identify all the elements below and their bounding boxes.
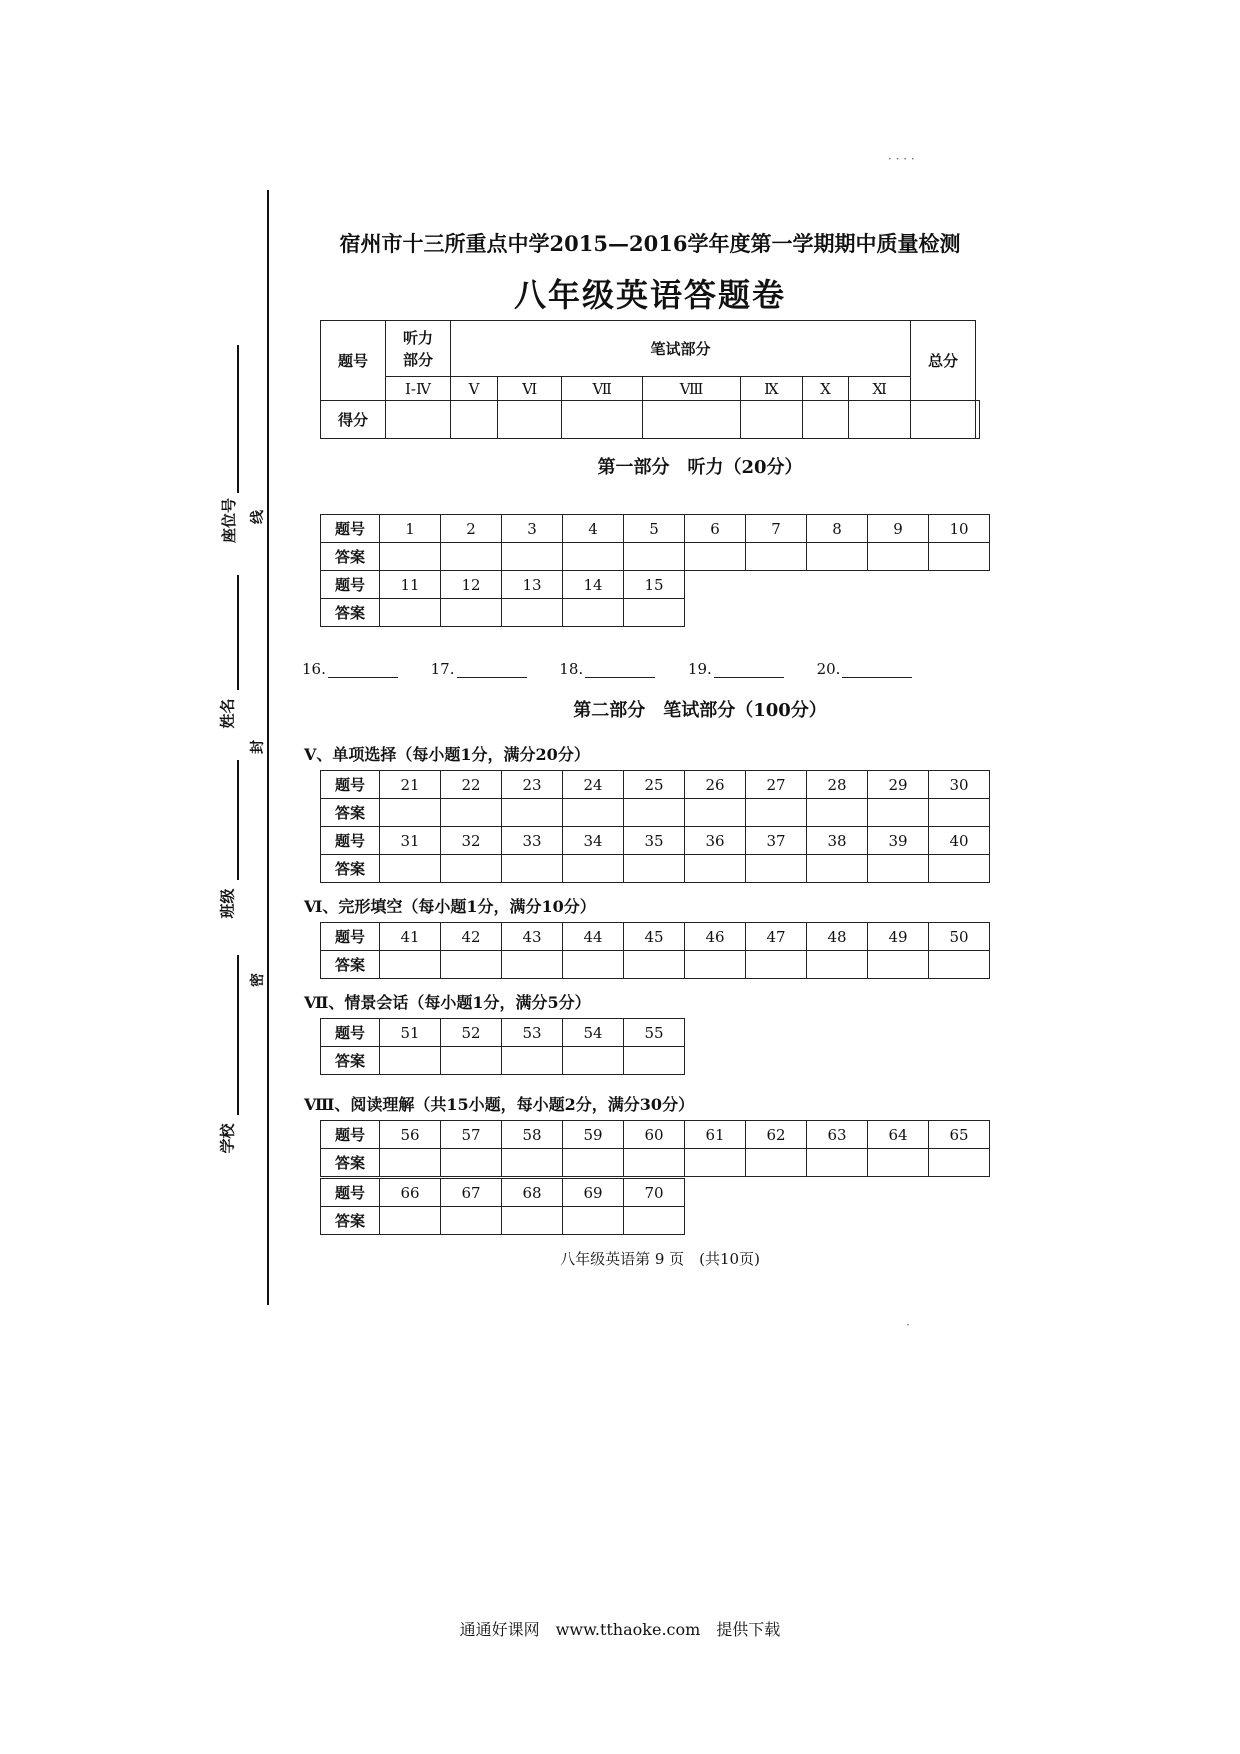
question-number: 48: [807, 923, 868, 951]
row-label-tihao: 题号: [321, 1179, 380, 1207]
row-label-daan: 答案: [321, 855, 380, 883]
answer-cell[interactable]: [441, 1149, 502, 1177]
answer-cell[interactable]: [746, 951, 807, 979]
answer-cell[interactable]: [624, 599, 685, 627]
seat-label: 座位号: [220, 497, 239, 544]
question-number: 37: [746, 827, 807, 855]
score-cell: [910, 401, 975, 439]
row-label-tihao: 题号: [321, 827, 380, 855]
score-written: 笔试部分: [451, 321, 911, 377]
name-underline: [237, 575, 239, 690]
listening-bottom: 部分: [402, 350, 433, 369]
answer-cell[interactable]: [502, 855, 563, 883]
question-number: 34: [563, 827, 624, 855]
answer-grid: [320, 1178, 685, 1235]
sec5-title: Ⅴ、单项选择（每小题1分，满分20分）: [304, 745, 590, 764]
binding-line: [267, 190, 269, 1305]
question-number: 30: [929, 771, 990, 799]
answer-cell[interactable]: [746, 1149, 807, 1177]
answer-cell[interactable]: [380, 1047, 441, 1075]
fill-label: 16.: [302, 660, 326, 678]
answer-cell[interactable]: [380, 1207, 441, 1235]
question-number: 11: [380, 571, 441, 599]
answer-cell[interactable]: [380, 799, 441, 827]
school-exam-line: 宿州市十三所重点中学2015—2016学年度第一学期期中质量检测: [339, 231, 961, 256]
part-col: Ⅹ: [802, 377, 848, 401]
seal-feng: 封: [250, 740, 266, 754]
question-number: 46: [685, 923, 746, 951]
question-number: 2: [441, 515, 502, 543]
question-number: 54: [563, 1019, 624, 1047]
question-number: 63: [807, 1121, 868, 1149]
fill-in-16: [302, 660, 398, 678]
question-number: 33: [502, 827, 563, 855]
part2-heading: 第二部分 笔试部分（100分）: [573, 700, 827, 721]
school-label: 学校: [218, 1123, 237, 1154]
seal-mi: 密: [250, 973, 266, 987]
answer-cell[interactable]: [441, 543, 502, 571]
row-label-daan: 答案: [321, 1207, 380, 1235]
answer-blank[interactable]: [585, 663, 655, 678]
row-label-daan: 答案: [321, 1149, 380, 1177]
answer-cell[interactable]: [624, 799, 685, 827]
answer-cell[interactable]: [380, 543, 441, 571]
score-cell: [849, 401, 911, 439]
part-col: Ⅰ-Ⅳ: [386, 377, 451, 401]
question-number: 56: [380, 1121, 441, 1149]
question-number: 7: [746, 515, 807, 543]
question-number: 27: [746, 771, 807, 799]
answer-cell[interactable]: [502, 1047, 563, 1075]
answer-cell[interactable]: [868, 951, 929, 979]
question-number: 35: [624, 827, 685, 855]
fill-label: 17.: [430, 660, 455, 678]
score-cell: [643, 401, 741, 439]
seal-xian: 线: [250, 510, 266, 524]
question-number: 52: [441, 1019, 502, 1047]
part-col: Ⅴ: [451, 377, 498, 401]
answer-cell[interactable]: [624, 1149, 685, 1177]
score-defen: 得分: [321, 401, 386, 439]
seat-underline: [237, 345, 239, 493]
question-number: 12: [441, 571, 502, 599]
part-col: Ⅸ: [741, 377, 803, 401]
sec8-title: Ⅷ、阅读理解（共15小题，每小题2分，满分30分）: [304, 1095, 695, 1114]
answer-cell[interactable]: [685, 1149, 746, 1177]
answer-grid: [320, 770, 990, 827]
name-label: 姓名: [218, 698, 237, 729]
question-number: 4: [563, 515, 624, 543]
answer-cell[interactable]: [380, 1149, 441, 1177]
answer-cell[interactable]: [563, 1207, 624, 1235]
question-number: 6: [685, 515, 746, 543]
scan-dot: ·: [906, 1318, 910, 1332]
question-number: 42: [441, 923, 502, 951]
class-underline: [237, 760, 239, 880]
question-number: 55: [624, 1019, 685, 1047]
question-number: 69: [563, 1179, 624, 1207]
question-number: 66: [380, 1179, 441, 1207]
question-number: 57: [441, 1121, 502, 1149]
class-label: 班级: [218, 888, 237, 919]
fill-label: 19.: [687, 660, 712, 678]
row-label-daan: 答案: [321, 951, 380, 979]
answer-cell[interactable]: [624, 1047, 685, 1075]
question-number: 13: [502, 571, 563, 599]
answer-cell[interactable]: [441, 1207, 502, 1235]
question-number: 50: [929, 923, 990, 951]
answer-blank[interactable]: [457, 663, 527, 678]
question-number: 5: [624, 515, 685, 543]
row-label-daan: 答案: [321, 599, 380, 627]
fill-in-18: [559, 660, 655, 678]
question-number: 38: [807, 827, 868, 855]
answer-cell[interactable]: [502, 1149, 563, 1177]
answer-grid: [320, 1018, 685, 1075]
answer-grid: [320, 1120, 990, 1177]
answer-cell[interactable]: [624, 855, 685, 883]
question-number: 41: [380, 923, 441, 951]
answer-cell[interactable]: [441, 799, 502, 827]
answer-cell[interactable]: [441, 855, 502, 883]
answer-cell[interactable]: [563, 1149, 624, 1177]
question-number: 65: [929, 1121, 990, 1149]
question-number: 21: [380, 771, 441, 799]
answer-cell[interactable]: [929, 543, 990, 571]
school-underline: [237, 955, 239, 1115]
answer-cell[interactable]: [868, 855, 929, 883]
answer-cell[interactable]: [502, 799, 563, 827]
score-cell: [802, 401, 848, 439]
score-listening: [386, 321, 451, 377]
question-number: 9: [868, 515, 929, 543]
fill-in-17: [431, 660, 527, 678]
answer-cell[interactable]: [929, 855, 990, 883]
sec7-title: Ⅶ、情景会话（每小题1分，满分5分）: [304, 993, 591, 1012]
question-number: 43: [502, 923, 563, 951]
answer-cell[interactable]: [563, 855, 624, 883]
question-number: 15: [624, 571, 685, 599]
answer-cell[interactable]: [563, 1047, 624, 1075]
answer-cell[interactable]: [868, 1149, 929, 1177]
answer-grid: [320, 514, 990, 571]
question-number: 23: [502, 771, 563, 799]
answer-cell[interactable]: [746, 799, 807, 827]
answer-blank[interactable]: [328, 663, 398, 678]
answer-cell[interactable]: [502, 951, 563, 979]
question-number: 60: [624, 1121, 685, 1149]
question-number: 25: [624, 771, 685, 799]
part1-heading: 第一部分 听力（20分）: [597, 457, 803, 478]
question-number: 8: [807, 515, 868, 543]
answer-cell[interactable]: [502, 599, 563, 627]
question-number: 49: [868, 923, 929, 951]
listening-top: 听力: [402, 328, 433, 347]
scan-marks: · · · ·: [888, 152, 915, 166]
answer-cell[interactable]: [807, 799, 868, 827]
row-label-tihao: 题号: [321, 1121, 380, 1149]
question-number: 45: [624, 923, 685, 951]
fill-label: 18.: [559, 660, 584, 678]
question-number: 40: [929, 827, 990, 855]
answer-cell[interactable]: [929, 951, 990, 979]
answer-blank[interactable]: [714, 663, 784, 678]
question-number: 14: [563, 571, 624, 599]
part-col: Ⅶ: [562, 377, 643, 401]
question-number: 67: [441, 1179, 502, 1207]
row-label-tihao: 题号: [321, 771, 380, 799]
question-number: 24: [563, 771, 624, 799]
row-label-tihao: 题号: [321, 571, 380, 599]
question-number: 28: [807, 771, 868, 799]
score-tihao: 题号: [321, 321, 386, 401]
score-total: 总分: [910, 321, 975, 401]
answer-cell[interactable]: [380, 855, 441, 883]
row-label-daan: 答案: [321, 543, 380, 571]
answer-cell[interactable]: [685, 951, 746, 979]
fill-label: 20.: [816, 660, 841, 678]
question-number: 62: [746, 1121, 807, 1149]
score-cell: [386, 401, 451, 439]
answer-cell[interactable]: [685, 543, 746, 571]
answer-cell[interactable]: [380, 951, 441, 979]
answer-cell[interactable]: [685, 855, 746, 883]
answer-cell[interactable]: [807, 951, 868, 979]
question-number: 26: [685, 771, 746, 799]
row-label-daan: 答案: [321, 799, 380, 827]
answer-grid: [320, 570, 685, 627]
answer-cell[interactable]: [502, 543, 563, 571]
question-number: 36: [685, 827, 746, 855]
question-number: 39: [868, 827, 929, 855]
page-title: 八年级英语答题卷: [513, 276, 786, 314]
score-cell: [741, 401, 803, 439]
row-label-tihao: 题号: [321, 515, 380, 543]
score-table: [320, 320, 980, 439]
answer-cell[interactable]: [502, 1207, 563, 1235]
answer-cell[interactable]: [441, 1047, 502, 1075]
answer-cell[interactable]: [441, 951, 502, 979]
score-cell: [498, 401, 562, 439]
sec6-title: Ⅵ、完形填空（每小题1分，满分10分）: [304, 897, 596, 916]
question-number: 3: [502, 515, 563, 543]
answer-cell[interactable]: [929, 1149, 990, 1177]
question-number: 22: [441, 771, 502, 799]
answer-cell[interactable]: [929, 799, 990, 827]
fill-in-20: [817, 660, 913, 678]
page-footer: 八年级英语第 9 页 (共10页): [560, 1250, 760, 1268]
part-col: Ⅺ: [849, 377, 911, 401]
answer-grid: [320, 922, 990, 979]
answer-cell[interactable]: [624, 951, 685, 979]
answer-cell[interactable]: [746, 855, 807, 883]
answer-cell[interactable]: [563, 799, 624, 827]
question-number: 31: [380, 827, 441, 855]
question-number: 68: [502, 1179, 563, 1207]
question-number: 59: [563, 1121, 624, 1149]
question-number: 53: [502, 1019, 563, 1047]
question-number: 44: [563, 923, 624, 951]
question-number: 61: [685, 1121, 746, 1149]
fill-in-19: [688, 660, 784, 678]
answer-cell[interactable]: [441, 599, 502, 627]
question-number: 32: [441, 827, 502, 855]
question-number: 29: [868, 771, 929, 799]
row-label-daan: 答案: [321, 1047, 380, 1075]
question-number: 70: [624, 1179, 685, 1207]
answer-cell[interactable]: [868, 799, 929, 827]
answer-cell[interactable]: [807, 1149, 868, 1177]
question-number: 58: [502, 1121, 563, 1149]
score-cell: [562, 401, 643, 439]
part-col: Ⅷ: [643, 377, 741, 401]
answer-blank[interactable]: [842, 663, 912, 678]
answer-cell[interactable]: [807, 543, 868, 571]
answer-cell[interactable]: [563, 951, 624, 979]
question-number: 51: [380, 1019, 441, 1047]
question-number: 47: [746, 923, 807, 951]
answer-cell[interactable]: [868, 543, 929, 571]
row-label-tihao: 题号: [321, 923, 380, 951]
answer-cell[interactable]: [380, 599, 441, 627]
answer-cell[interactable]: [685, 799, 746, 827]
answer-cell[interactable]: [624, 1207, 685, 1235]
answer-cell[interactable]: [624, 543, 685, 571]
answer-grid: [320, 826, 990, 883]
part-col: Ⅵ: [498, 377, 562, 401]
row-label-tihao: 题号: [321, 1019, 380, 1047]
question-number: 1: [380, 515, 441, 543]
answer-cell[interactable]: [563, 599, 624, 627]
answer-cell[interactable]: [807, 855, 868, 883]
question-number: 64: [868, 1121, 929, 1149]
answer-cell[interactable]: [563, 543, 624, 571]
download-credit: 通通好课网 www.tthaoke.com 提供下载: [459, 1620, 781, 1639]
score-cell: [975, 401, 979, 439]
score-cell: [451, 401, 498, 439]
fill-in-row: [302, 660, 912, 678]
answer-cell[interactable]: [746, 543, 807, 571]
question-number: 10: [929, 515, 990, 543]
